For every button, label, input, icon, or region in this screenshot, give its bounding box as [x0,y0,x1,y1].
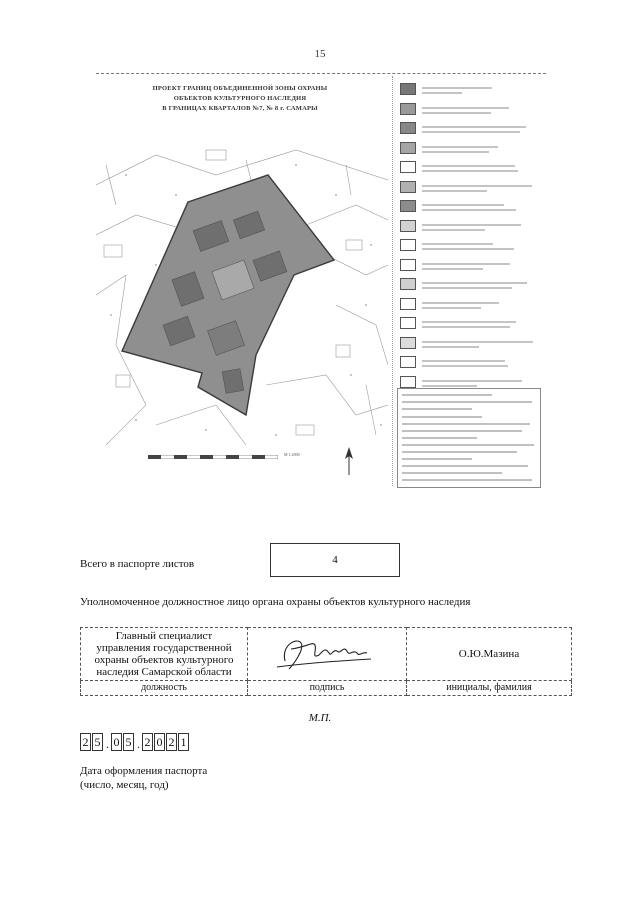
legend-swatch [400,239,416,251]
legend-swatch [400,376,416,388]
legend-item [400,82,535,102]
legend-item [400,102,535,122]
legend-swatch [400,259,416,271]
legend-swatch [400,103,416,115]
date-separator: . [137,737,140,751]
handwritten-signature [267,631,387,675]
legend-text-lines [422,121,534,139]
caption-row [81,681,572,696]
signature-row [81,628,572,681]
map-title-line-2: ОБЪЕКТОВ КУЛЬТУРНОГО НАСЛЕДИЯ [173,95,307,102]
legend-item [400,199,535,219]
legend-item [400,316,535,336]
date-month-digit-1: 0 [111,733,122,751]
date-caption-format: (число, месяц, год) [80,779,169,791]
legend-text-lines [422,355,534,373]
position-cell [81,628,248,681]
legend-swatch [400,356,416,368]
stamp-place: М.П. [308,712,332,724]
legend-item [400,121,535,141]
date-caption: Дата оформления паспорта [80,765,208,777]
legend-swatch [400,142,416,154]
date-year-digit-3: 2 [166,733,177,751]
date-year-digit-1: 2 [142,733,153,751]
legend-text-lines [422,277,534,295]
legend-swatch [400,200,416,212]
notes-lines [402,392,538,484]
legend-item [400,180,535,200]
date-day-digit-1: 2 [80,733,91,751]
scale-text: М 1:2000 [284,452,300,457]
caption-signature: подпись [248,681,407,696]
date-month-digit-2: 5 [123,733,134,751]
legend-text-lines [422,316,534,334]
date-day-digit-2: 5 [92,733,103,751]
legend-item [400,297,535,317]
legend-text-lines [422,336,534,354]
map-title-line-3: В ГРАНИЦАХ КВАРТАЛОВ №7, № 8 г. САМАРЫ [162,105,318,112]
legend-swatch [400,298,416,310]
legend-divider [392,76,393,486]
legend-swatch [400,161,416,173]
legend-swatch [400,337,416,349]
caption-position: должность [81,681,248,696]
position-line-2: управления государственной [96,642,232,654]
legend-item [400,219,535,239]
sheets-count-label: Всего в паспорте листов [80,558,195,570]
legend-item [400,277,535,297]
legend-item [400,355,535,375]
legend-text-lines [422,180,534,198]
legend-item [400,141,535,161]
authority-text: Уполномоченное должностное лицо органа охраны объектов культурного наследия [80,596,471,608]
signature-cell [248,628,407,681]
legend-text-lines [422,141,534,159]
north-arrow-icon [344,447,354,475]
legend-item [400,336,535,356]
legend-text-lines [422,82,534,100]
legend-text-lines [422,199,534,217]
legend-text-lines [422,102,534,120]
legend-text-lines [422,258,534,276]
zone-map [96,145,388,445]
position-line-3: охраны объектов культурного [94,654,234,666]
legend-text-lines [422,219,534,237]
date-year-digit-2: 0 [154,733,165,751]
name-cell: О.Ю.Мазина [407,628,572,681]
legend-item [400,258,535,278]
legend-text-lines [422,160,534,178]
scale-bar [148,455,278,459]
date-year-digit-4: 1 [178,733,189,751]
sheets-count-value: 4 [270,543,400,577]
legend-swatch [400,83,416,95]
legend-text-lines [422,297,534,315]
page-number: 15 [314,48,326,60]
map-title-line-1: ПРОЕКТ ГРАНИЦ ОБЪЕДИНЕННОЙ ЗОНЫ ОХРАНЫ [152,85,328,92]
map-legend [400,82,535,394]
legend-item [400,160,535,180]
legend-text-lines [422,238,534,256]
position-line-1: Главный специалист [115,630,213,642]
legend-swatch [400,317,416,329]
map-notes-box [397,388,541,488]
signature-table [80,627,572,696]
date-field [80,733,190,751]
map-title [100,84,380,114]
legend-swatch [400,278,416,290]
position-line-4: наследия Самарской области [96,666,232,678]
legend-swatch [400,181,416,193]
date-separator: . [106,737,109,751]
legend-item [400,238,535,258]
caption-name: инициалы, фамилия [407,681,572,696]
legend-swatch [400,220,416,232]
legend-swatch [400,122,416,134]
